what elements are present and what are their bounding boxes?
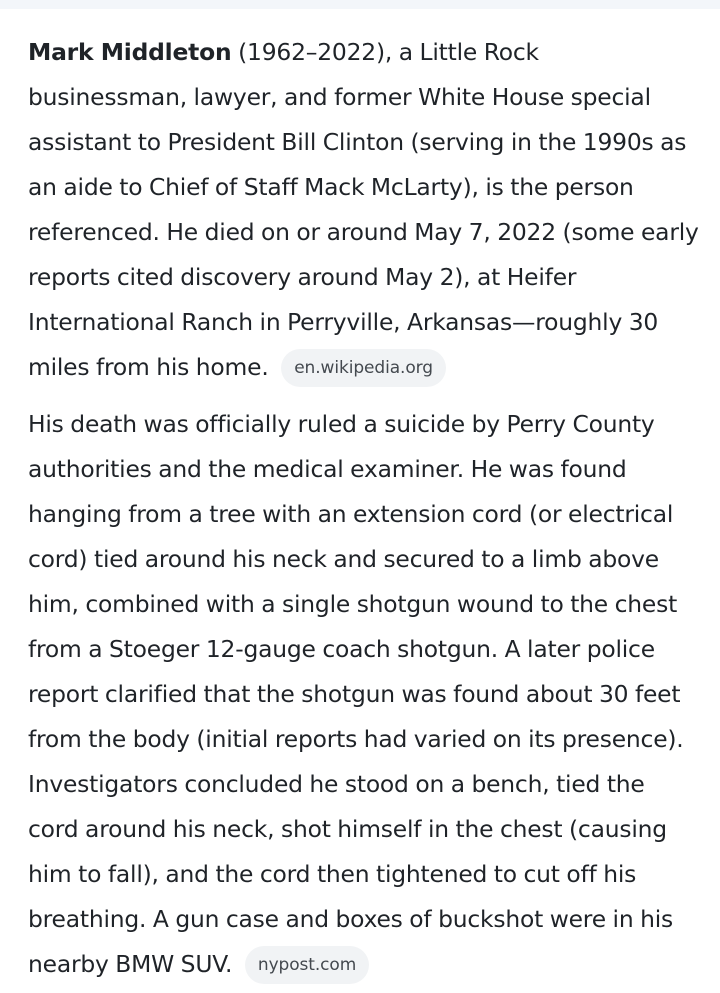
paragraph-2	[28, 402, 700, 987]
paragraph-1	[28, 30, 700, 390]
paragraph-2-body: His death was officially ruled a suicide by Perry County authorities and the medical examiner. He was found hanging from a tree with an extension cord (or electrical cord) tied around his neck and secured to a limb above him, combined with a single shotgun wound to the chest from a Stoeger 12-gauge coach shotgun. A later police report clarified that the shotgun was found about 30 feet from the body (initial reports had varied on its presence). Investigators concluded he stood on a bench, tied the cord around his neck, shot himself in the chest (causing him to fall), and the cord then tightened to cut off his breathing. A gun case and boxes of buckshot were in his nearby BMW SUV.	[28, 410, 684, 978]
source-link-wikipedia[interactable]: en.wikipedia.org	[281, 349, 446, 387]
response-text	[28, 30, 700, 987]
paragraph-1-body: (1962–2022), a Little Rock businessman, lawyer, and former White House special assistant to President Bill Clinton (serving in the 1990s as an aide to Chief of Staff Mack McLarty), is the person referenced. He died on or around May 7, 2022 (some early reports cited discovery around May 2), at Heifer International Ranch in Perryville, Arkansas—roughly 30 miles from his home.	[28, 38, 699, 381]
source-link-nypost[interactable]: nypost.com	[245, 946, 369, 984]
top-divider-strip	[0, 0, 720, 9]
person-name: Mark Middleton	[28, 38, 232, 66]
